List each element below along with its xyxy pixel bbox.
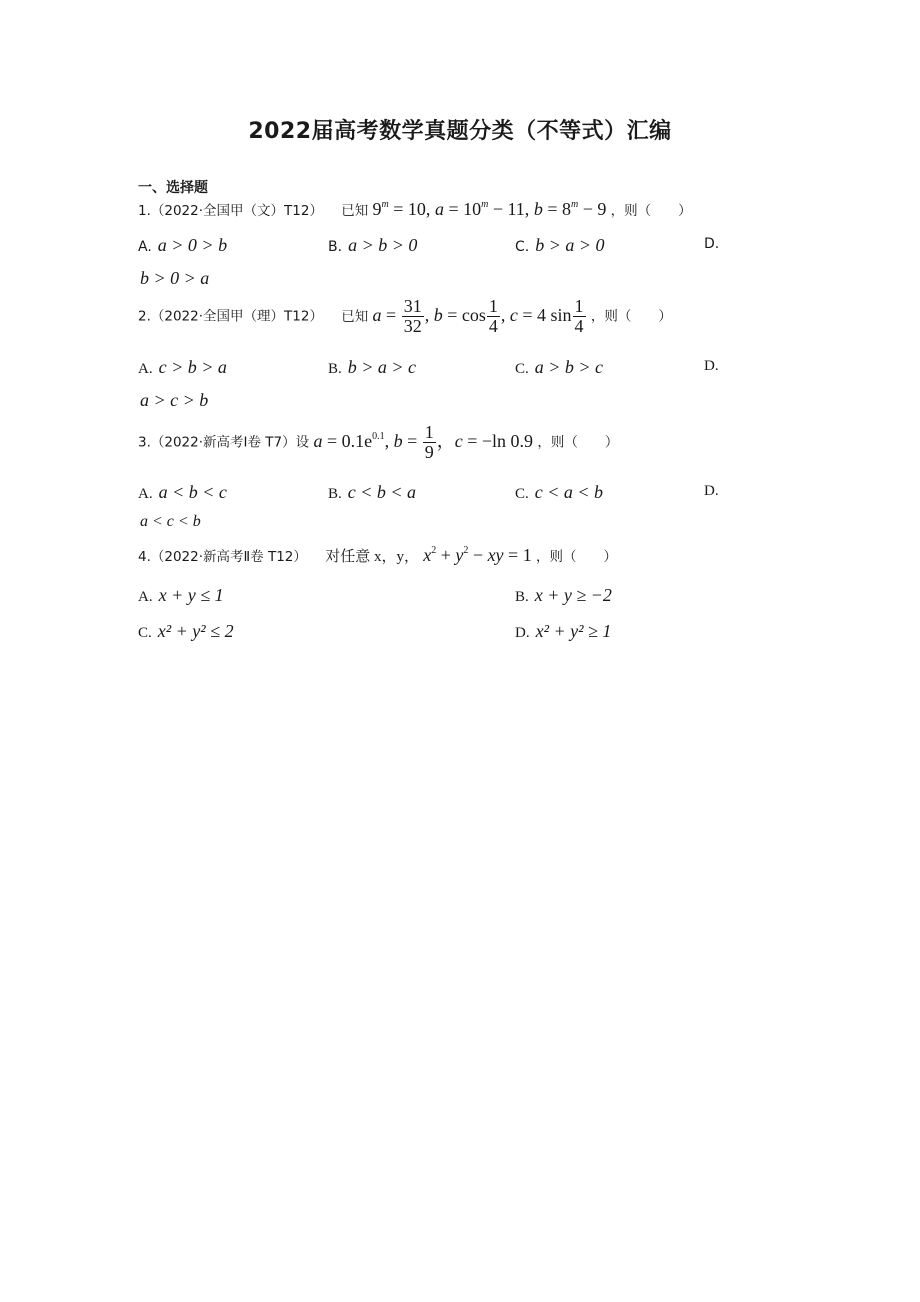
question-3-suffix: ，则（ ） — [537, 434, 619, 451]
q3-option-d[interactable]: a < c < b — [140, 513, 201, 530]
q3-option-b[interactable]: B. c < b < a — [328, 482, 417, 502]
q2-option-d[interactable]: a > c > b — [140, 390, 209, 410]
question-4-prefix: 4.（2022·新高考Ⅱ卷 T12） — [138, 549, 307, 565]
q3-option-d-label[interactable]: D. — [704, 483, 719, 499]
page-title: 2022届高考数学真题分类（不等式）汇编 — [248, 119, 672, 144]
question-4 — [138, 545, 617, 566]
question-2-formula: a = $\frac{31}{32}$ , b = cos $\frac{1}{4}$ , c = 4 sin $\frac{1}{4}$ — [372, 296, 584, 336]
q4-option-d[interactable]: D. x² + y² ≥ 1 — [515, 621, 612, 641]
q1-option-c[interactable]: C. b > a > 0 — [515, 235, 605, 255]
question-2-prefix: 2.（2022·全国甲（理）T12） — [138, 308, 323, 325]
q4-option-a[interactable]: A. x + y ≤ 1 — [138, 585, 224, 605]
q2-option-b[interactable]: B. b > a > c — [328, 357, 417, 377]
q4-option-c[interactable]: C. x² + y² ≤ 2 — [138, 621, 234, 641]
q1-option-b[interactable]: B. a > b > 0 — [328, 235, 418, 255]
question-4-intro: 对任意 x，y， — [325, 549, 419, 565]
question-2 — [138, 297, 672, 336]
question-3-formula: $a = 0.1e^{0.1}$, b = $\frac{1}{9}$ ，c = −ln 0.9 — [313, 422, 534, 462]
question-3 — [138, 423, 618, 462]
q1-option-d[interactable]: b > 0 > a — [140, 268, 210, 288]
q2-option-d-label[interactable]: D. — [704, 358, 719, 374]
q3-option-c[interactable]: C. c < a < b — [515, 482, 604, 502]
question-2-suffix: ，则（ ） — [590, 308, 672, 325]
question-1 — [138, 199, 692, 220]
question-1-suffix: ，则（ ） — [610, 203, 692, 219]
question-4-suffix: ，则（ ） — [536, 549, 617, 565]
q3-option-a[interactable]: A. a < b < c — [138, 482, 227, 502]
question-4-formula: $x^2 + y^2$ − xy = 1 — [423, 545, 532, 565]
section-heading: 一、选择题 — [138, 180, 208, 196]
q1-option-d-label[interactable]: D. — [704, 236, 720, 252]
q4-option-b[interactable]: B. x + y ≥ −2 — [515, 585, 612, 605]
question-2-intro: 已知 — [341, 308, 369, 325]
question-1-prefix: 1.（2022·全国甲（文）T12） — [138, 203, 323, 219]
question-3-prefix: 3.（2022·新高考Ⅰ卷 T7）设 — [138, 434, 310, 451]
question-1-formula: $9^m = 10$, $a = 10^m - 11$, $b = 8^m - 9$ — [372, 199, 607, 219]
q2-option-a[interactable]: A. c > b > a — [138, 357, 227, 377]
q2-option-c[interactable]: C. a > b > c — [515, 357, 604, 377]
q1-option-a[interactable]: A. a > 0 > b — [138, 235, 228, 255]
question-1-intro: 已知 — [341, 203, 369, 219]
